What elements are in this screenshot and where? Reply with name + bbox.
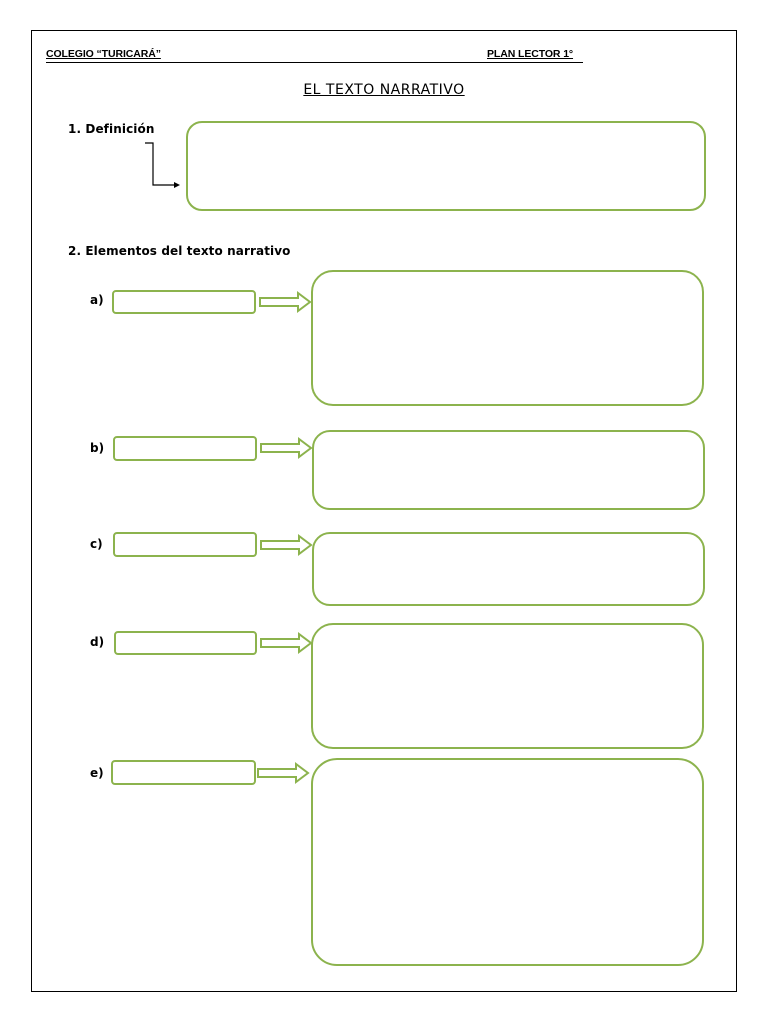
item-letter-e: e)	[90, 766, 104, 780]
item-letter-a: a)	[90, 293, 104, 307]
element-name-box-c[interactable]	[113, 532, 257, 557]
element-description-box-d[interactable]	[311, 623, 704, 749]
plan-label: PLAN LECTOR 1°	[487, 48, 574, 60]
page-title: EL TEXTO NARRATIVO	[303, 82, 465, 98]
element-description-box-e[interactable]	[311, 758, 704, 966]
block-arrow-icon	[258, 291, 314, 313]
block-arrow-icon	[259, 534, 315, 556]
block-arrow-icon	[259, 632, 315, 654]
element-name-box-b[interactable]	[113, 436, 257, 461]
element-name-box-e[interactable]	[111, 760, 256, 785]
section-definition-label: 1. Definición	[68, 122, 155, 136]
item-letter-b: b)	[90, 441, 105, 455]
school-name: COLEGIO “TURICARÁ”	[46, 48, 161, 60]
item-letter-c: c)	[90, 537, 103, 551]
element-description-box-a[interactable]	[311, 270, 704, 406]
section-elements-label: 2. Elementos del texto narrativo	[68, 244, 291, 258]
element-description-box-c[interactable]	[312, 532, 705, 606]
block-arrow-icon	[259, 437, 315, 459]
element-name-box-d[interactable]	[114, 631, 257, 655]
definition-answer-box[interactable]	[186, 121, 706, 211]
item-letter-d: d)	[90, 635, 105, 649]
element-description-box-b[interactable]	[312, 430, 705, 510]
header-rule	[46, 62, 583, 63]
elbow-arrow-icon	[140, 140, 188, 192]
element-name-box-a[interactable]	[112, 290, 256, 314]
block-arrow-icon	[256, 762, 312, 784]
